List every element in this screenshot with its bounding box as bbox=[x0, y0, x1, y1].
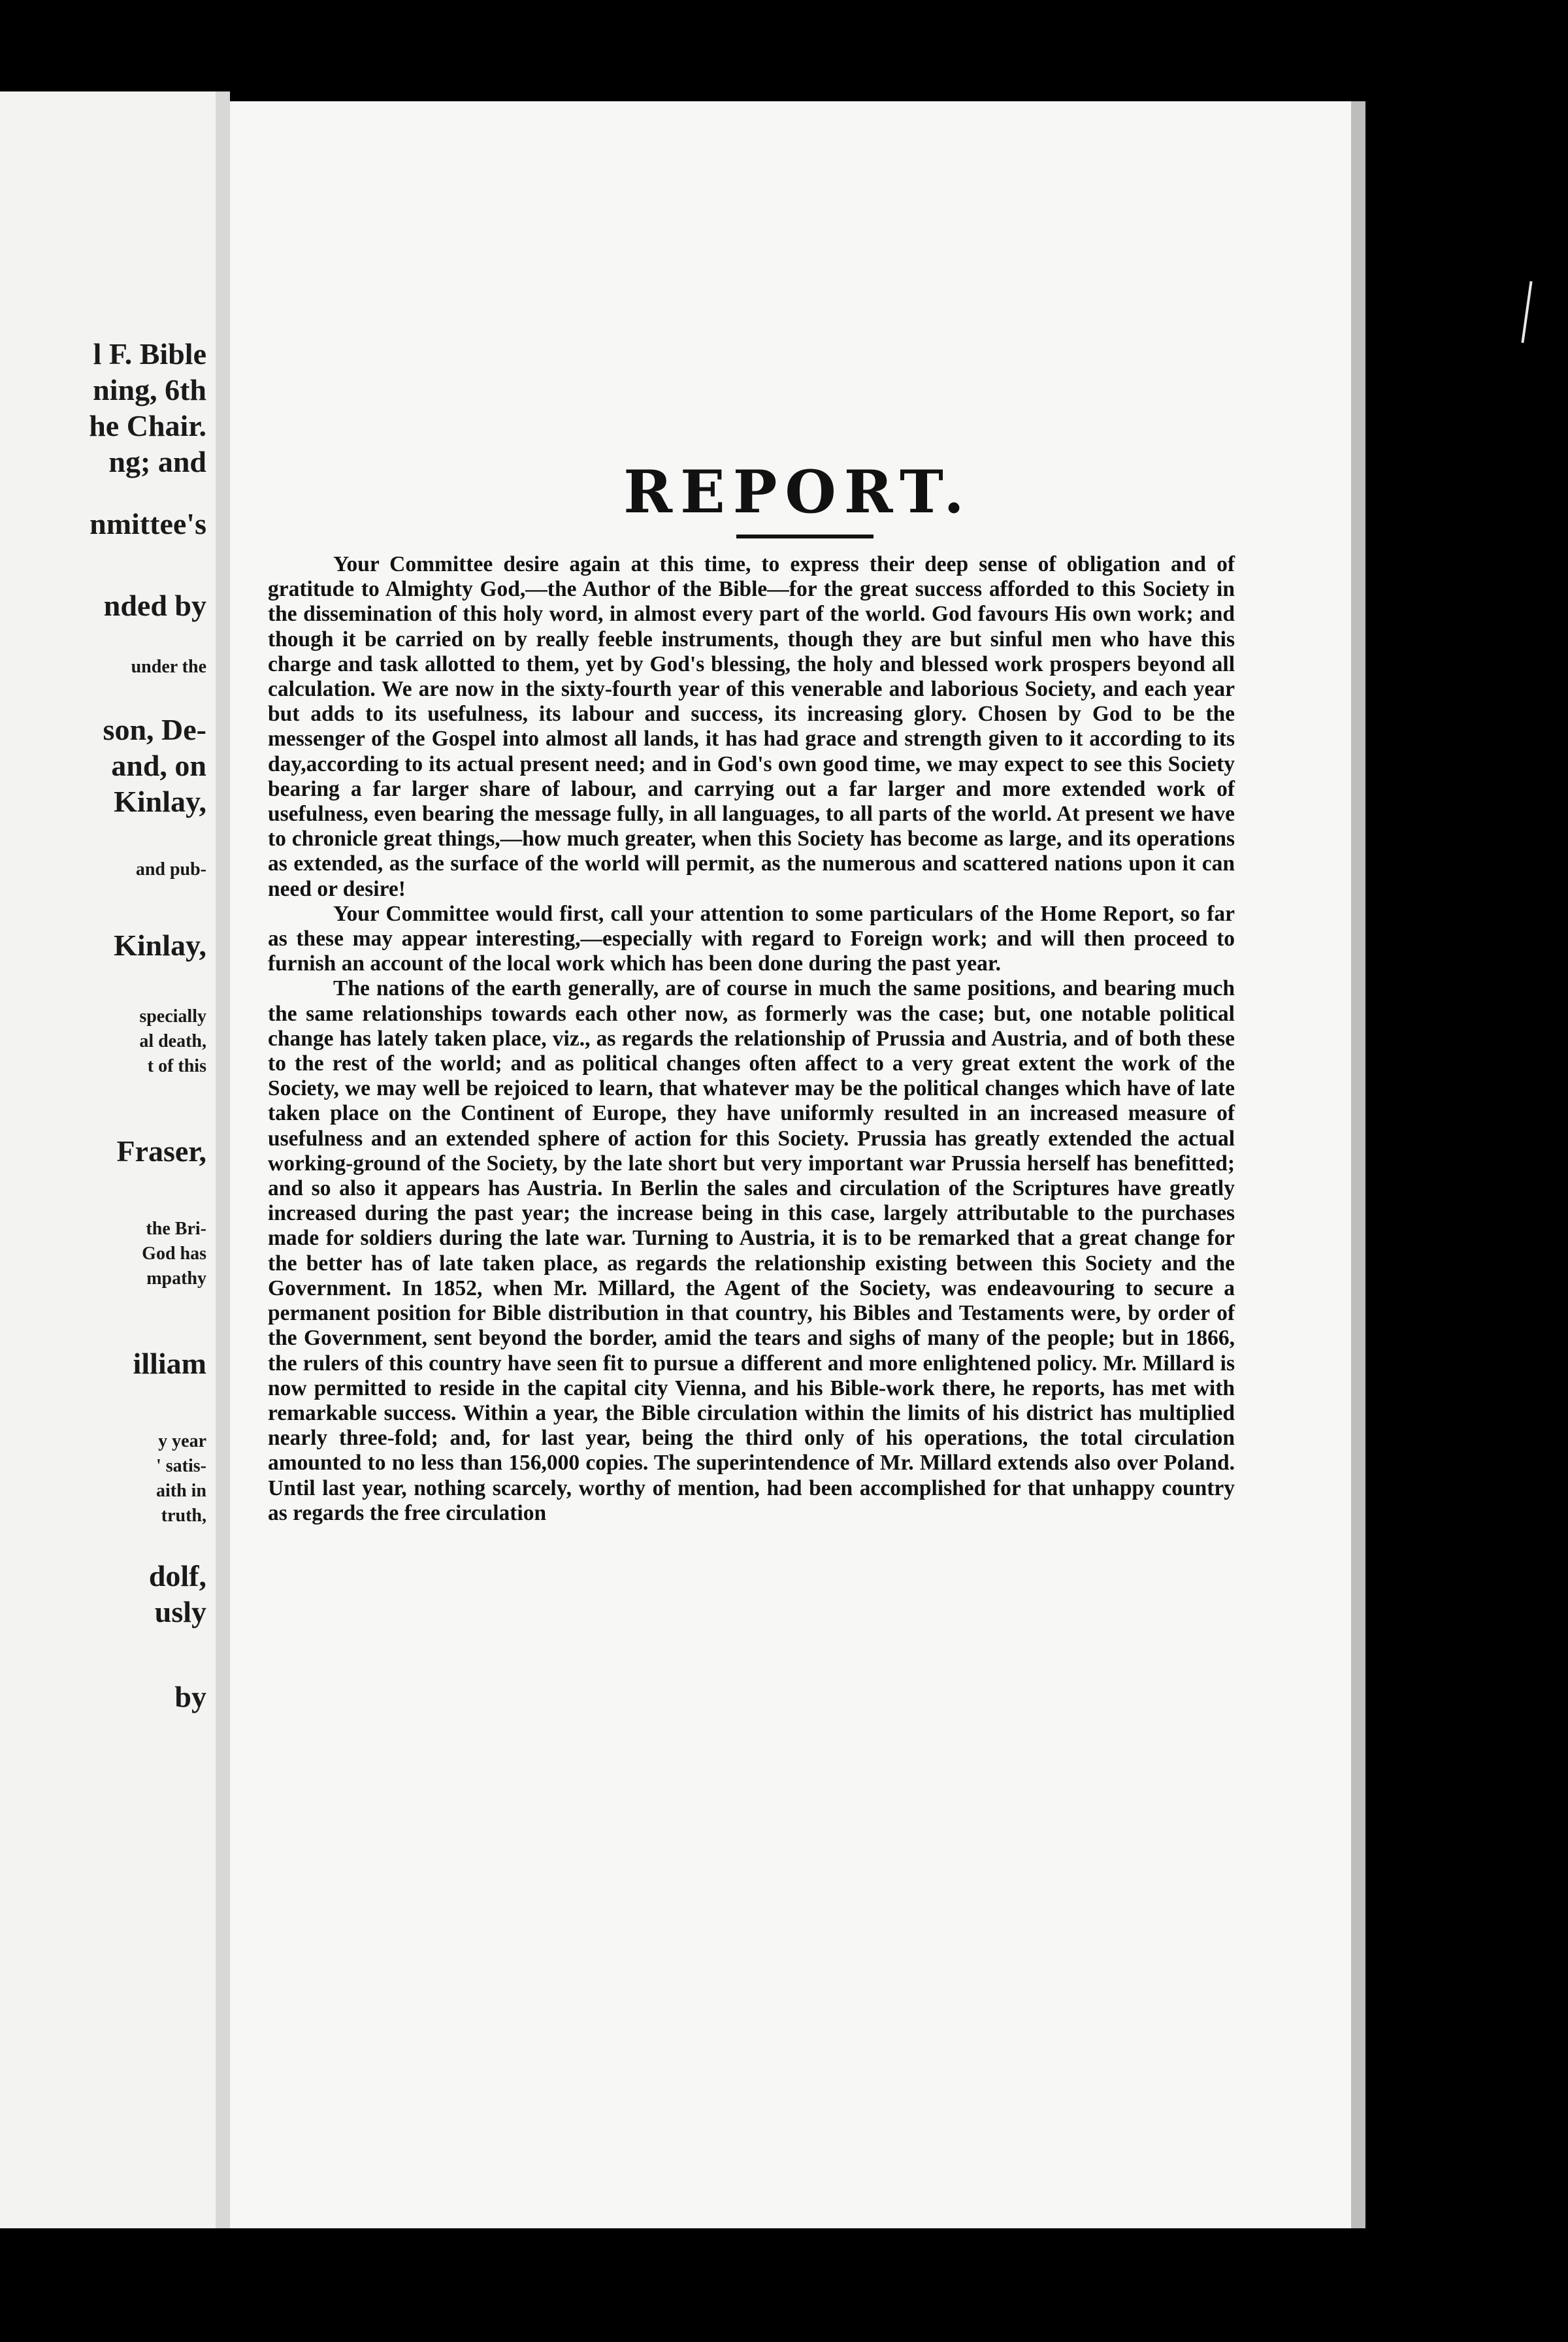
left-page-text-fragment: t of this bbox=[147, 1056, 206, 1076]
left-page-text-fragment: aith in bbox=[155, 1481, 206, 1501]
left-page-text-fragment: by bbox=[174, 1680, 206, 1713]
left-page-text-fragment: nded by bbox=[103, 589, 206, 622]
left-page-text-fragment: under the bbox=[131, 657, 206, 677]
left-page-text-fragment: and, on bbox=[111, 749, 206, 782]
report-page bbox=[230, 101, 1365, 2228]
left-page-text-fragment: ng; and bbox=[108, 445, 206, 478]
previous-page-fragment bbox=[0, 91, 216, 2228]
left-page-text-fragment: y year bbox=[158, 1431, 206, 1451]
left-page-text-fragment: dolf, bbox=[148, 1559, 206, 1592]
left-page-text-fragment: the Bri- bbox=[146, 1219, 206, 1239]
paragraph: Your Committee would first, call your attention to some particulars of the Home Report, so far as these may appear interesting,—especially with regard to Foreign work; and will then proceed to furnish an account of the local work which has been done during the past year. bbox=[268, 901, 1235, 976]
page-edge bbox=[1351, 101, 1365, 2228]
paragraph: The nations of the earth generally, are of course in much the same positions, and bearing much the same relationships towards each other now, as formerly was the case; but, one notable political change has lately taken place, viz., as regards the relationship of Prussia and Austria, and of both these to the rest of the world; and as political changes often affect to a very great extent the work of the Society, we may well be rejoiced to learn, that whatever may be the political changes which have of late taken place on the Continent of Europe, they have uniformly resulted in an increased measure of usefulness and an extended sphere of action for this Society. Prussia has greatly extended the actual working-ground of the Society, by the late short but very important war Prussia herself has benefitted; and so also it appears has Austria. In Berlin the sales and circulation of the Scriptures have greatly increased during the past year; the increase being in this case, largely attributable to the purchases made for soldiers during the late war. Turning to Austria, it is to be remarked that a great change for the better has of late taken place, as regards the relationship existing between this Society and the Government. In 1852, when Mr. Millard, the Agent of the Society, was endeavouring to secure a permanent position for Bible distribution in that country, his Bibles and Testaments were, by order of the Government, sent beyond the border, amid the tears and sighs of many of the people; but in 1866, the rulers of this country have seen fit to pursue a different and more enlightened policy. Mr. Millard is now permitted to reside in the capital city Vienna, and his Bible-work there, he reports, has met with remarkable success. Within a year, the Bible circulation within the limits of his district has multiplied nearly three-fold; and, for last year, being the third only of his operations, the total circulation amounted to no less than 156,000 copies. The superintendence of Mr. Millard extends also over Poland. Until last year, nothing scarcely, worthy of mention, had been accomplished for that unhappy country as regards the free circulation bbox=[268, 976, 1235, 1525]
left-page-text-fragment: Kinlay, bbox=[114, 929, 206, 962]
report-body bbox=[268, 552, 1235, 1526]
paragraph: Your Committee desire again at this time, to express their deep sense of obligation and of gratitude to Almighty God,—the Author of the Bible—for the great success afforded to this Society in the dissemination of this holy word, in almost every part of the world. God favours His own work; and though it be carried on by really feeble instruments, though they are but sinful men who have this charge and task allotted to them, yet by God's blessing, the holy and blessed work prospers beyond all calculation. We are now in the sixty-fourth year of this venerable and laborious Society, and each year but adds to its usefulness, its labour and success, its increasing glory. Chosen by God to be the messenger of the Gospel into almost all lands, it has had grace and strength given to it according to its day,according to its actual present need; and in God's own good time, we may expect to see this Society bearing a far larger share of labour, and carrying out a far larger and more extended work of usefulness, even bearing the message fully, in all languages, to all parts of the world. At present we have to chronicle great things,—how much greater, when this Society has become as large, and its operations as extended, as the surface of the world will permit, as the numerous and scattered nations upon it can need or desire! bbox=[268, 552, 1235, 901]
left-page-text-fragment: ' satis- bbox=[156, 1456, 206, 1476]
left-page-text-fragment: al death, bbox=[139, 1031, 206, 1051]
scan-mark bbox=[1521, 281, 1532, 343]
left-page-text-fragment: nmittee's bbox=[90, 507, 206, 540]
left-page-text-fragment: Kinlay, bbox=[114, 785, 206, 818]
left-page-text-fragment: ning, 6th bbox=[93, 373, 206, 406]
left-page-text-fragment: God has bbox=[142, 1244, 206, 1264]
left-page-text-fragment: and pub- bbox=[135, 859, 206, 880]
left-page-text-fragment: mpathy bbox=[146, 1268, 206, 1289]
left-page-text-fragment: Fraser, bbox=[116, 1134, 206, 1168]
left-page-text-fragment: illiam bbox=[133, 1347, 206, 1380]
left-page-text-fragment: truth, bbox=[161, 1506, 206, 1526]
left-page-text-fragment: usly bbox=[154, 1595, 206, 1628]
left-page-text-fragment: specially bbox=[139, 1006, 206, 1027]
left-page-text-fragment: son, De- bbox=[103, 713, 206, 746]
page-gutter bbox=[216, 91, 230, 2228]
left-page-text-fragment: he Chair. bbox=[89, 409, 206, 442]
left-page-text-fragment: l F. Bible bbox=[93, 337, 206, 371]
title-rule bbox=[736, 535, 874, 538]
page-title: REPORT. bbox=[623, 457, 972, 527]
